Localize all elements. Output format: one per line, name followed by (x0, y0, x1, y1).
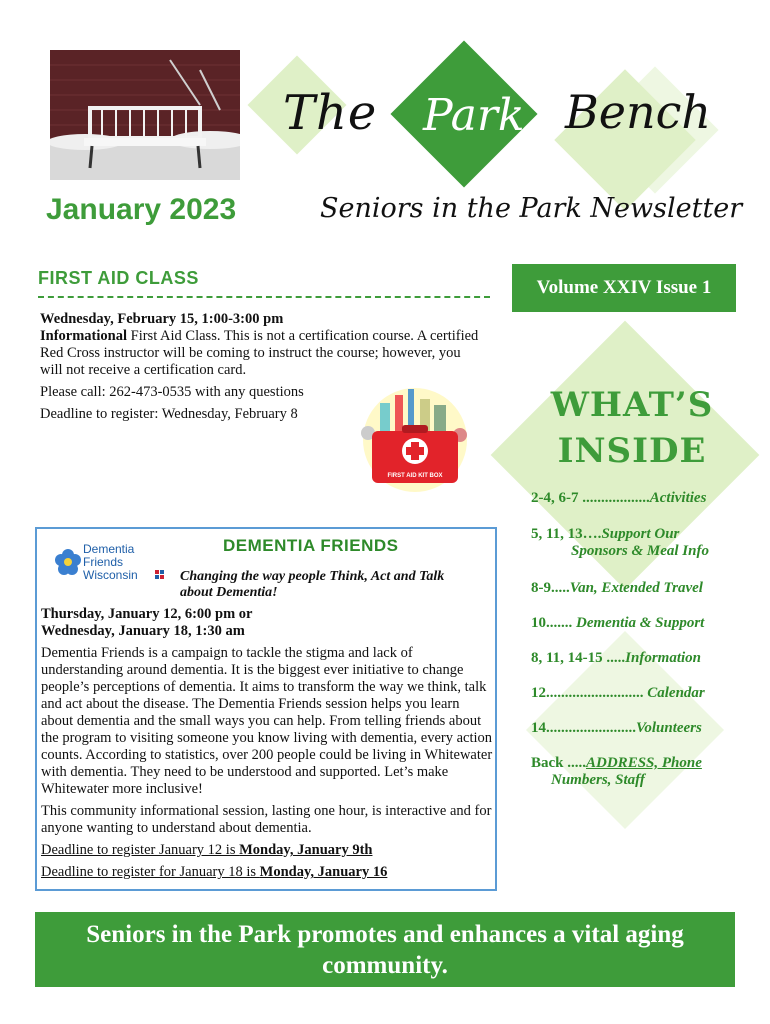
first-aid-deadline: Deadline to register: Wednesday, February 8 (40, 406, 298, 422)
toc-item-back: Back .....ADDRESS, Phone Numbers, Staff (531, 755, 702, 788)
first-aid-heading: FIRST AID CLASS (38, 268, 199, 288)
toc-item: 10....... Dementia & Support (531, 615, 705, 631)
dementia-body (41, 606, 493, 881)
svg-text:Wisconsin: Wisconsin (83, 568, 138, 582)
snowy-bench-photo (50, 50, 240, 180)
mission-text: Seniors in the Park promotes and enhances a vital aging community. (86, 920, 684, 979)
toc-item: 2-4, 6-7 ..................Activities (531, 490, 707, 506)
title-park: Park (423, 90, 525, 141)
whats-inside-line1: WHAT’S (550, 385, 714, 425)
toc-item: 8, 11, 14-15 .....Information (531, 650, 702, 666)
kit-label: FIRST AID KIT BOX (387, 473, 443, 479)
address-link[interactable]: ADDRESS, Phone (586, 755, 702, 771)
dementia-friends-heading: DEMENTIA FRIENDS (223, 536, 399, 555)
toc-item: 14........................Volunteers (531, 720, 702, 736)
title-bench: Bench (565, 85, 712, 139)
first-aid-date: Wednesday, February 15, 1:00-3:00 pm (40, 311, 284, 327)
svg-text:Friends: Friends (83, 555, 124, 569)
dementia-deadline-1: Deadline to register January 12 is Monday, January 9th (41, 842, 373, 858)
issue-month: January 2023 (46, 193, 237, 226)
toc-item: 12.......................... Calendar (531, 685, 705, 701)
whats-inside-title (532, 382, 732, 474)
toc-item: 8-9.....Van, Extended Travel (531, 580, 703, 596)
newsletter-subtitle: Seniors in the Park Newsletter (320, 193, 743, 224)
first-aid-call: Please call: 262-473-0535 with any questions (40, 384, 304, 400)
mission-banner (35, 912, 735, 987)
first-aid-kit-illustration (350, 385, 480, 495)
dementia-friends-logo (55, 540, 175, 585)
first-aid-info-lead: Informational (40, 328, 127, 344)
title-the: The (283, 85, 378, 141)
dementia-session: This community informational session, lasting one hour, is interactive and for anyone wanting to understand about dementia. (41, 803, 492, 836)
dementia-description: Dementia Friends is a campaign to tackle the stigma and lack of understanding around dementia. It is the biggest ever initiative to change people’s perceptions of dementia. It aims to transform the way we think, talk and act about the disease. The Dementia Friends session helps you learn about dementia and the small ways you can help. From telling friends about the program to visiting someone you know living with dementia, every action counts. According to statistics, over 200 people could be living in Whitewater with dementia. They need to be understood and supported. Let’s make Whitewater more inclusive! (41, 645, 493, 797)
dementia-dates: Thursday, January 12, 6:00 pm or Wednesday, January 18, 1:30 am (41, 606, 253, 639)
svg-text:Dementia: Dementia (83, 542, 135, 556)
toc-item: 5, 11, 13….Support Our Sponsors & Meal Info (531, 526, 709, 559)
volume-badge: Volume XXIV Issue 1 (512, 264, 736, 312)
dementia-deadline-2: Deadline to register for January 18 is Monday, January 16 (41, 864, 388, 880)
dementia-tagline: Changing the way people Think, Act and Talk about Dementia! (180, 569, 445, 600)
section-divider (38, 296, 490, 298)
first-aid-info-text: First Aid Class. This is not a certification course. A certified Red Cross instructor will be coming to instruct the course; however, you will not receive a certification card. (40, 328, 479, 378)
whats-inside-line2: INSIDE (557, 431, 707, 471)
